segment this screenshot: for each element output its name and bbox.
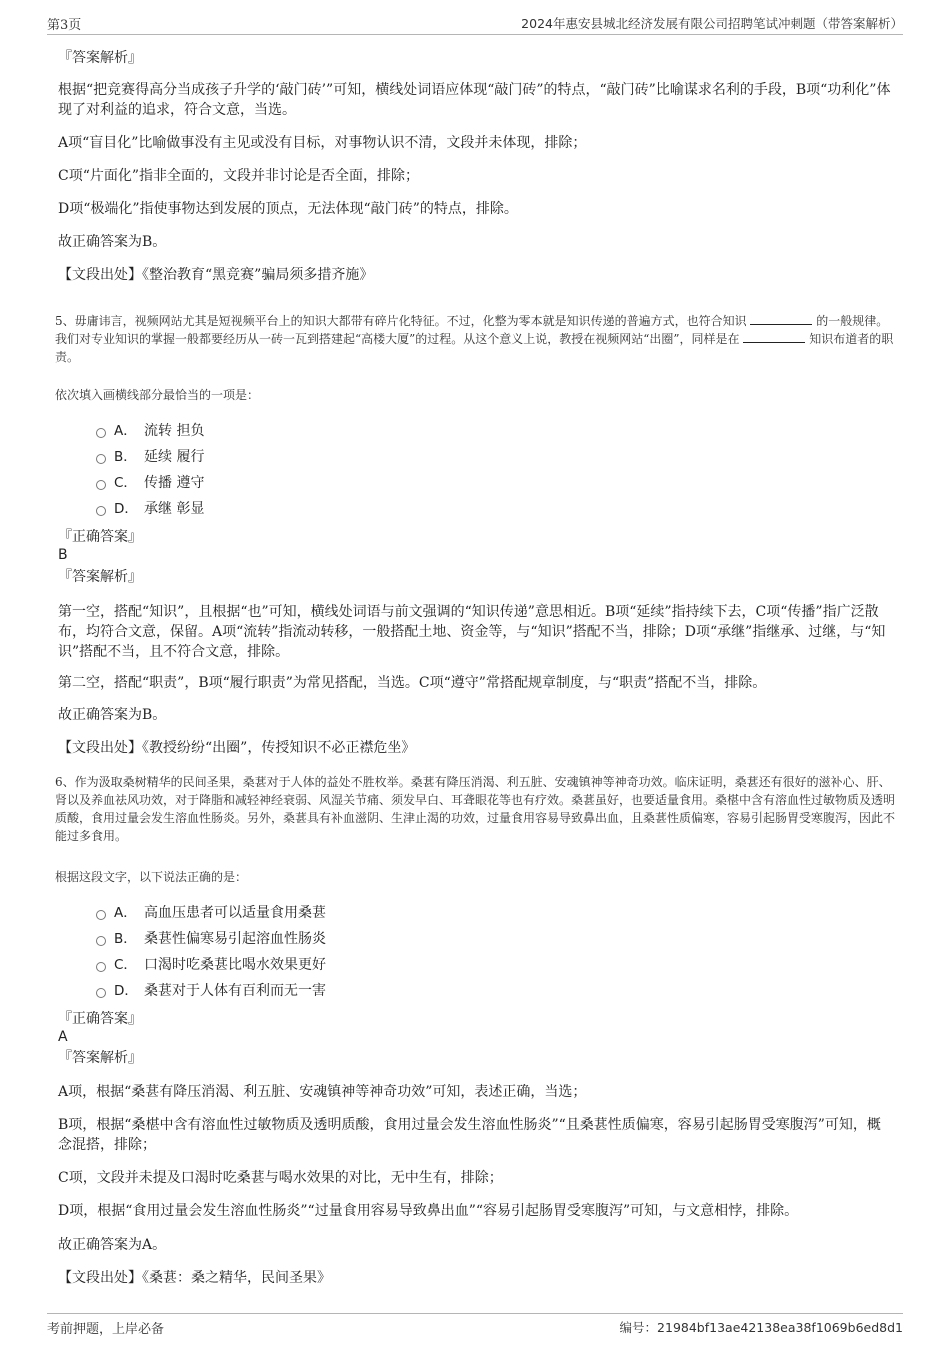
q5-analysis-paragraph: 第一空，搭配“知识”，且根据“也”可知，横线处词语与前文强调的“知识传递”意思相近。B项“延续”指持续下去，C项“传播”指广泛散布，均符合文意，保留。A项“流转”指流动转移，一般搭配土地、资金等，与“知识”搭配不当，排除；D项“承继”指继承、过继，与“知识”搭配不当，且不符合文意，排除。 — [58, 604, 886, 660]
q5-blank-2 — [743, 330, 805, 343]
q5-analysis-title: 『答案解析』 — [58, 569, 142, 585]
page-number: 第3页 — [47, 18, 82, 33]
q5-answer-title: 『正确答案』 — [58, 529, 142, 545]
q5-conclusion: 故正确答案为B。 — [58, 707, 167, 723]
radio-icon[interactable] — [96, 962, 106, 972]
q6-answer-title: 『正确答案』 — [58, 1011, 142, 1027]
radio-icon[interactable] — [96, 936, 106, 946]
q5-prompt: 依次填入画横线部分最恰当的一项是： — [55, 388, 260, 402]
q4-analysis-paragraph: C项“片面化”指非全面的，文段并非讨论是否全面，排除； — [58, 168, 420, 184]
q5-option-b[interactable]: B． 延续 履行 — [96, 447, 204, 467]
q4-analysis-paragraph: 根据“把竞赛得高分当成孩子升学的‘敲门砖’”可知，横线处词语应体现“敲门砖”的特点，“敲门砖”比喻谋求名利的手段，B项“功利化”体现了对利益的追求，符合文意，当选。 — [58, 82, 891, 118]
document-code — [620, 1318, 903, 1336]
page-header — [47, 12, 903, 35]
q6-analysis-paragraph: B项，根据“桑椹中含有溶血性过敏物质及透明质酸，食用过量会发生溶血性肠炎”“且桑葚性质偏寒，容易引起肠胃受寒腹泻”可知，概念混搭，排除； — [58, 1117, 881, 1153]
radio-icon[interactable] — [96, 506, 106, 516]
q4-conclusion: 故正确答案为B。 — [58, 234, 167, 250]
radio-icon[interactable] — [96, 428, 106, 438]
q6-stem: 6、作为汲取桑树精华的民间圣果，桑葚对于人体的益处不胜枚举。桑葚有降压消渴、利五脏、安魂镇神等神奇功效。临床证明，桑葚还有很好的滋补心、肝、肾以及养血祛风功效，对于降脂和减轻神经衰弱、风湿关节痛、须发早白、耳聋眼花等也有疗效。桑葚虽好，也要适量食用。桑椹中含有溶血性过敏物质及透明质酸，食用过量会发生溶血性肠炎。另外，桑葚具有补血滋阴、生津止渴的功效，过量食用容易导致鼻出血，且桑葚性质偏寒，容易引起肠胃受寒腹泻，因此不能过多食用。 — [55, 775, 896, 843]
q5-option-d[interactable]: D． 承继 彰显 — [96, 499, 204, 519]
q5-answer: B — [58, 547, 68, 563]
radio-icon[interactable] — [96, 454, 106, 464]
code-label: 编号： — [619, 1320, 658, 1335]
q6-conclusion: 故正确答案为A。 — [58, 1237, 167, 1253]
q6-option-b[interactable]: B． 桑葚性偏寒易引起溶血性肠炎 — [96, 929, 326, 949]
q5-stem-text: 5、毋庸讳言，视频网站尤其是短视频平台上的知识大都带有碎片化特征。不过，化整为零本就是知识传递的普遍方式，也符合知识 — [55, 314, 747, 328]
q6-analysis-paragraph: A项，根据“桑葚有降压消渴、利五脏、安魂镇神等神奇功效”可知，表述正确，当选； — [58, 1084, 587, 1100]
q6-option-d[interactable]: D． 桑葚对于人体有百利而无一害 — [96, 981, 326, 1001]
q6-prompt: 根据这段文字，以下说法正确的是： — [55, 870, 248, 884]
radio-icon[interactable] — [96, 910, 106, 920]
q5-stem-text: 的一般规律。我们对专业知识的掌握一般都要经历从一砖一瓦到搭建起“高楼大厦”的过程。从这个意义上说，教授在视频网站“出圈”，同样是在 — [55, 314, 889, 346]
q4-analysis-paragraph: D项“极端化”指使事物达到发展的顶点，无法体现“敲门砖”的特点，排除。 — [58, 201, 518, 217]
q6-analysis-paragraph: C项，文段并未提及口渴时吃桑葚与喝水效果的对比，无中生有，排除； — [58, 1170, 503, 1186]
q6-option-c[interactable]: C． 口渴时吃桑葚比喝水效果更好 — [96, 955, 326, 975]
q5-stem-text: 知识布道者的职责。 — [55, 332, 894, 364]
q5-stem — [55, 312, 897, 366]
page-footer — [47, 1313, 903, 1338]
q4-analysis-paragraph: A项“盲目化”比喻做事没有主见或没有目标，对事物认识不清，文段并未体现，排除； — [58, 135, 587, 151]
q5-blank-1 — [750, 312, 812, 325]
code-value: 21984bf13ae42138ea38f1069b6ed8d1 — [657, 1320, 903, 1335]
radio-icon[interactable] — [96, 480, 106, 490]
q5-analysis-paragraph: 第二空，搭配“职责”，B项“履行职责”为常见搭配，当选。C项“遵守”常搭配规章制度，与“职责”搭配不当，排除。 — [58, 675, 767, 691]
q6-option-a[interactable]: A． 高血压患者可以适量食用桑葚 — [96, 903, 326, 923]
q6-analysis-title: 『答案解析』 — [58, 1050, 142, 1066]
radio-icon[interactable] — [96, 988, 106, 998]
q6-source: 【文段出处】《桑葚：桑之精华，民间圣果》 — [58, 1270, 331, 1286]
document-title: 2024年惠安县城北经济发展有限公司招聘笔试冲刺题（带答案解析） — [521, 16, 903, 31]
q6-analysis-paragraph: D项，根据“食用过量会发生溶血性肠炎”“过量食用容易导致鼻出血”“容易引起肠胃受寒腹泻”可知，与文意相悖，排除。 — [58, 1203, 799, 1219]
q5-source: 【文段出处】《教授纷纷“出圈”，传授知识不必正襟危坐》 — [58, 740, 416, 756]
q5-option-a[interactable]: A． 流转 担负 — [96, 421, 204, 441]
footer-slogan: 考前押题，上岸必备 — [47, 1322, 165, 1337]
q4-source: 【文段出处】《整治教育“黑竞赛”骗局须多措齐施》 — [58, 267, 374, 283]
q6-answer: A — [58, 1029, 68, 1045]
q5-option-c[interactable]: C． 传播 遵守 — [96, 473, 204, 493]
q4-analysis-title: 『答案解析』 — [58, 50, 142, 66]
